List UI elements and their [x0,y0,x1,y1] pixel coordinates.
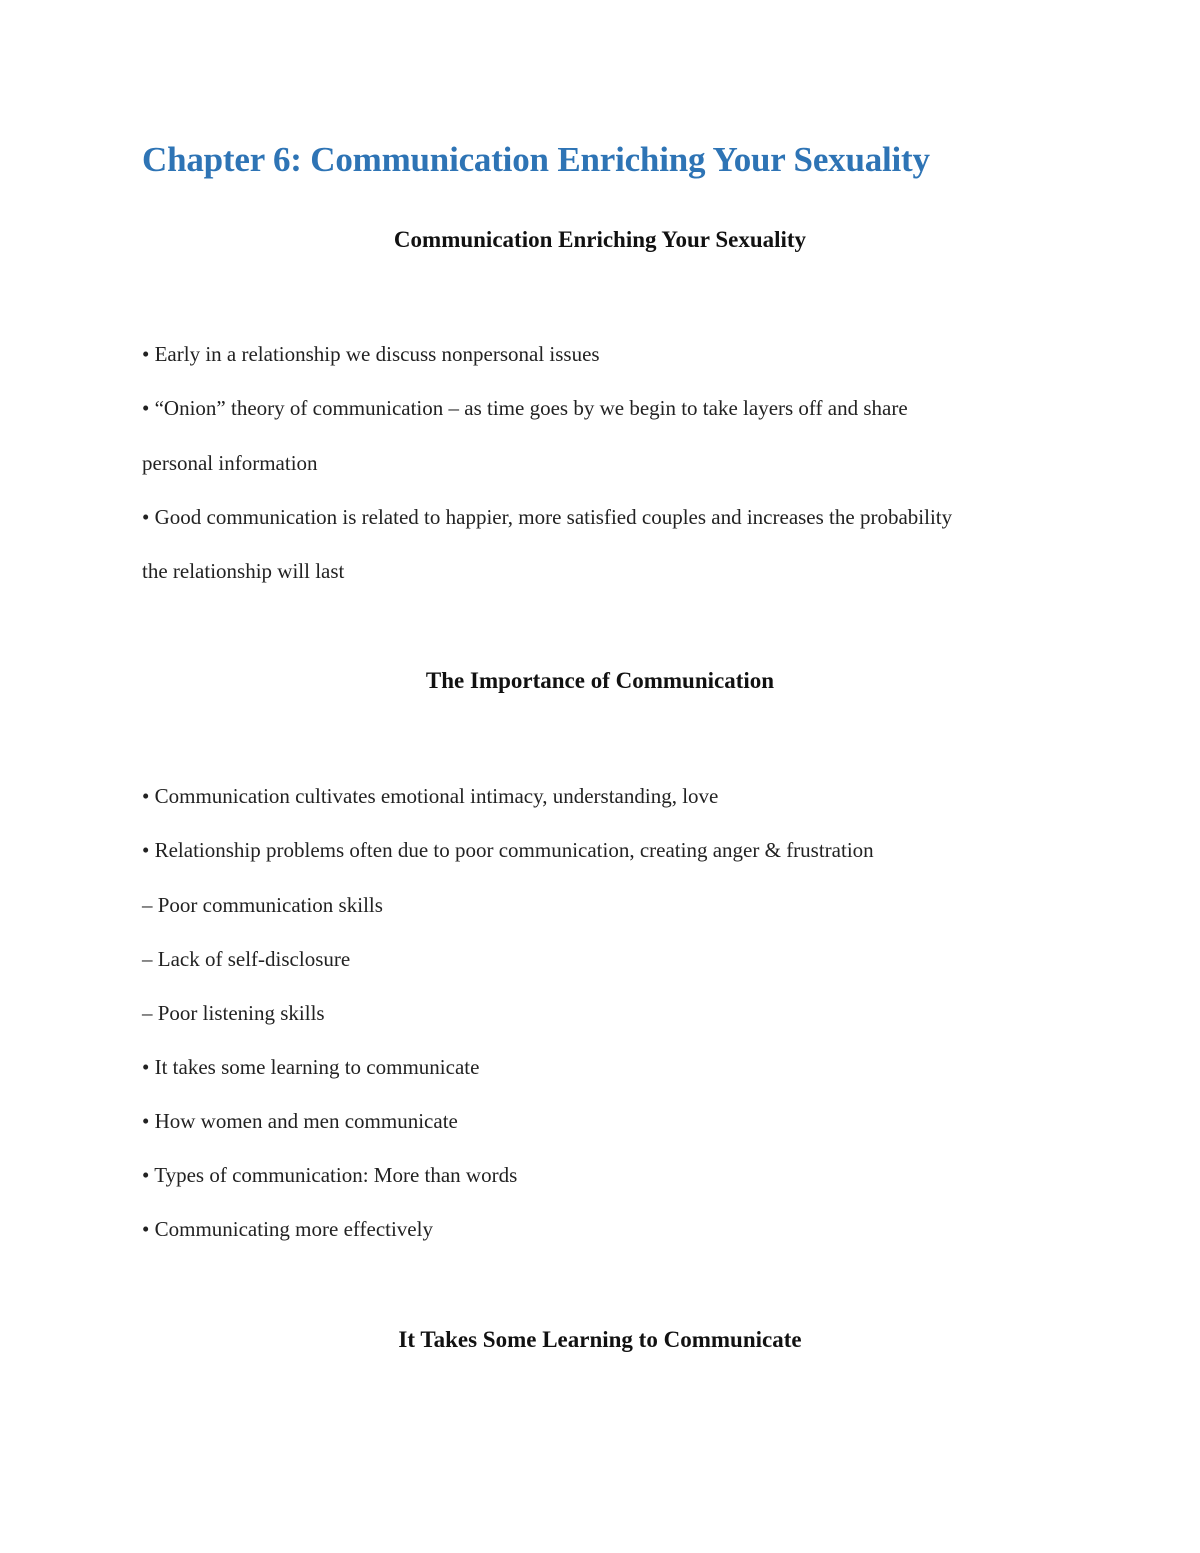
bullet-line: • Good communication is related to happier, more satisfied couples and increases the probability [142,505,953,529]
continuation-line: personal information [142,451,318,475]
bullet-line: • It takes some learning to communicate [142,1055,480,1079]
bullet-line: • Types of communication: More than words [142,1163,518,1187]
sub-bullet-line: – Lack of self-disclosure [142,947,351,971]
section-heading-importance-of-communication: The Importance of Communication [425,668,775,693]
sub-bullet-line: – Poor listening skills [142,1001,325,1025]
bullet-line: • Communication cultivates emotional intimacy, understanding, love [142,784,719,808]
chapter-title: Chapter 6: Communication Enriching Your Sexuality [142,140,930,179]
section-heading-communication-enriching: Communication Enriching Your Sexuality [393,227,807,252]
bullet-line: • How women and men communicate [142,1109,458,1133]
sub-bullet-line: – Poor communication skills [142,893,383,917]
bullet-line: • Communicating more effectively [142,1217,433,1241]
bullet-line: • Early in a relationship we discuss nonpersonal issues [142,342,600,366]
bullet-line: • “Onion” theory of communication – as time goes by we begin to take layers off and share [142,396,908,420]
continuation-line: the relationship will last [142,559,345,583]
bullet-line: • Relationship problems often due to poor communication, creating anger & frustration [142,838,874,862]
section-heading-takes-some-learning: It Takes Some Learning to Communicate [398,1327,802,1352]
